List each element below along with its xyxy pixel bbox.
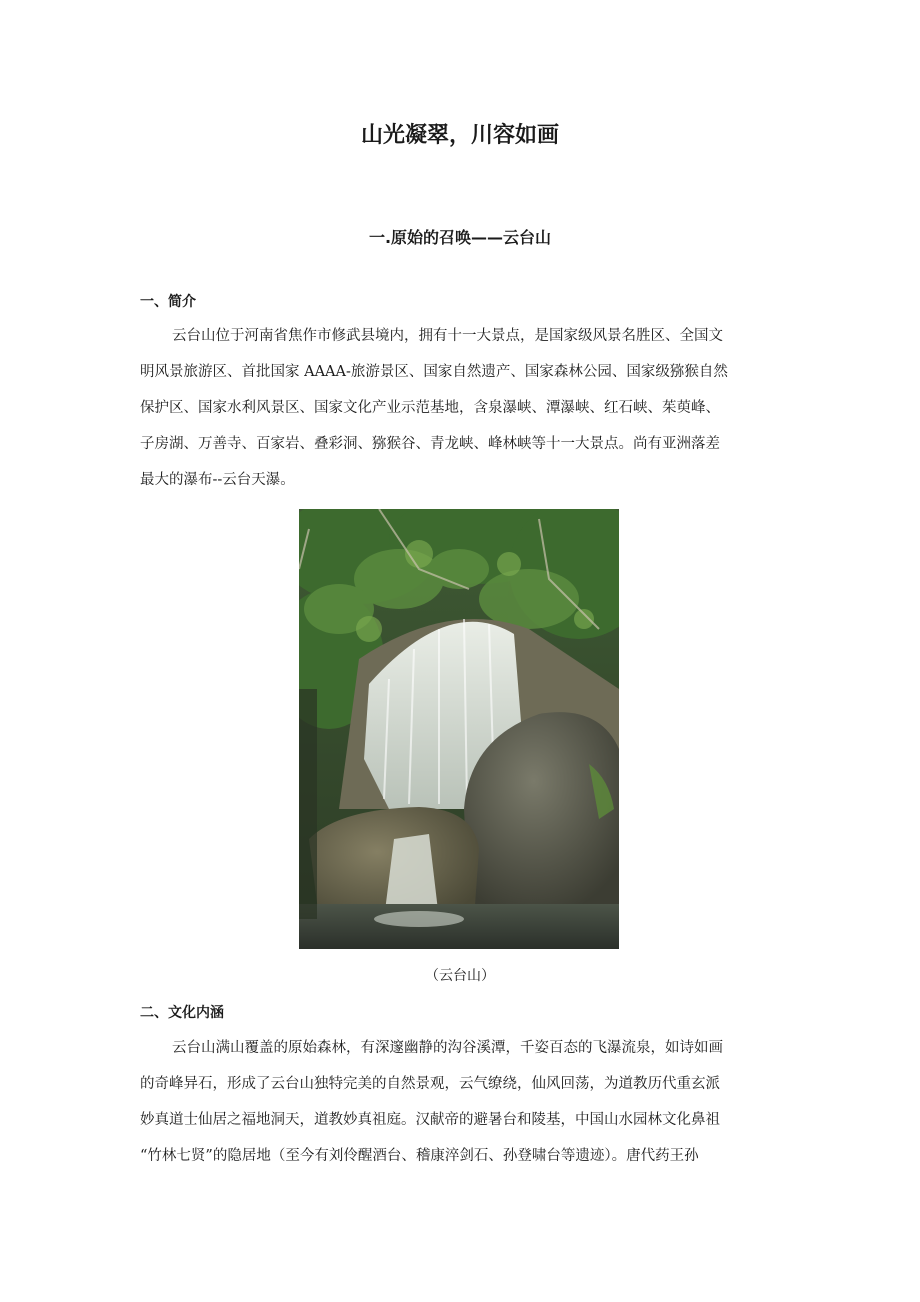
intro-heading: 一、简介 — [140, 294, 196, 310]
paragraph-line: 保护区、国家水利风景区、国家文化产业示范基地，含泉瀑峡、潭瀑峡、红石峡、茱萸峰、 — [140, 400, 720, 416]
intro-paragraph — [140, 318, 782, 498]
figure-caption: （云台山） — [425, 968, 495, 984]
paragraph-line: 最大的瀑布--云台天瀑。 — [140, 472, 295, 488]
document-title: 山光凝翠，川容如画 — [360, 123, 559, 148]
paragraph-line: 子房湖、万善寺、百家岩、叠彩洞、猕猴谷、青龙峡、峰林峡等十一大景点。尚有亚洲落差 — [140, 436, 720, 452]
paragraph-line: 云台山位于河南省焦作市修武县境内，拥有十一大景点，是国家级风景名胜区、全国文 — [172, 328, 723, 344]
paragraph-line: “竹林七贤”的隐居地（至今有刘伶醒酒台、稽康淬剑石、孙登啸台等遗迹）。唐代药王孙 — [140, 1148, 699, 1164]
culture-paragraph — [140, 1030, 782, 1174]
paragraph-line: 云台山满山覆盖的原始森林，有深邃幽静的沟谷溪潭，千姿百态的飞瀑流泉，如诗如画 — [172, 1040, 723, 1056]
paragraph-line: 妙真道士仙居之福地洞天，道教妙真祖庭。汉献帝的避暑台和陵基，中国山水园林文化鼻祖 — [140, 1112, 720, 1128]
section-title: 一.原始的召唤——云台山 — [368, 228, 552, 247]
waterfall-photo — [299, 509, 619, 949]
paragraph-line: 的奇峰异石，形成了云台山独特完美的自然景观，云气缭绕，仙风回荡，为道教历代重玄派 — [140, 1076, 720, 1092]
paragraph-line: 明风景旅游区、首批国家 AAAA-旅游景区、国家自然遗产、国家森林公园、国家级猕猴自然 — [140, 364, 728, 380]
culture-heading: 二、文化内涵 — [140, 1005, 224, 1021]
